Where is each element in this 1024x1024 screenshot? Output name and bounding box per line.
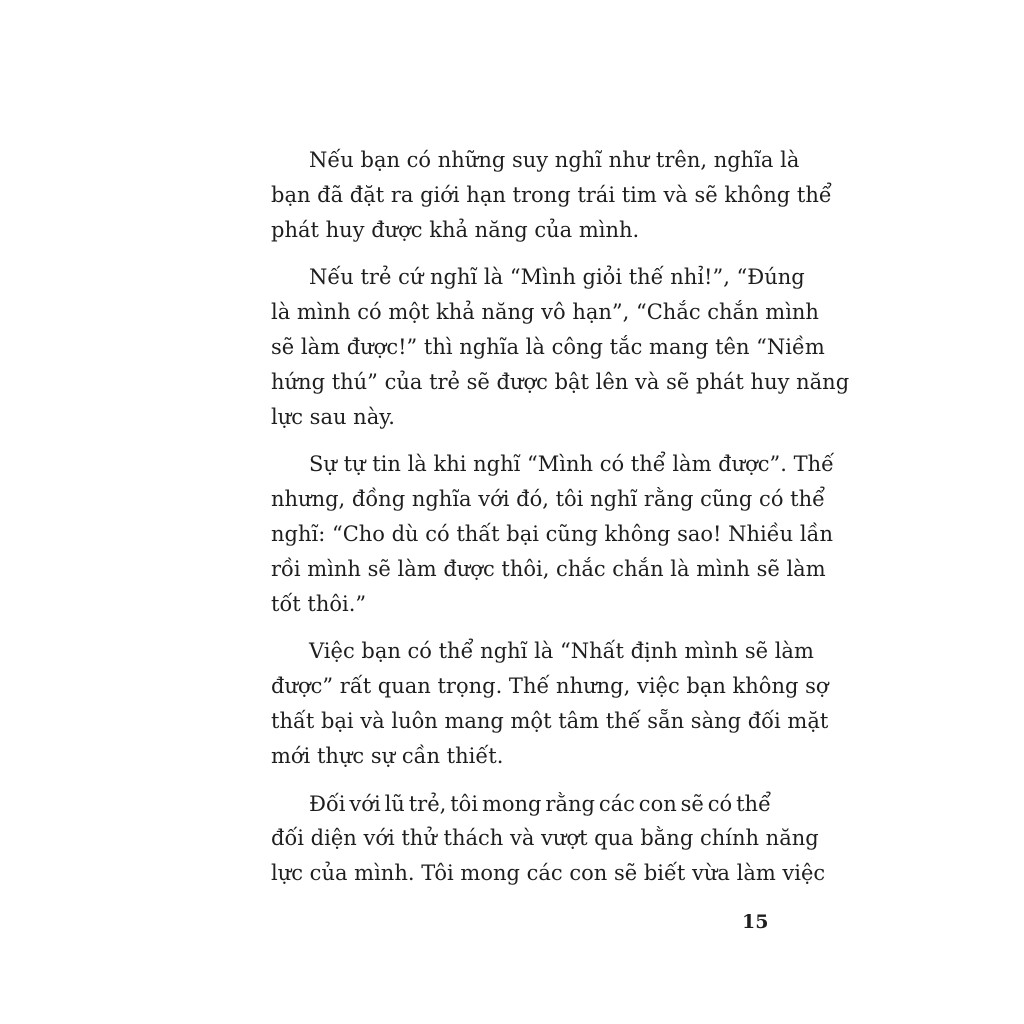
text-line: nhưng, đồng nghĩa với đó, tôi nghĩ rằng cũng có thể bbox=[271, 487, 826, 512]
text-line: Sự tự tin là khi nghĩ “Mình có thể làm được”. Thế bbox=[309, 452, 835, 477]
text-line: phát huy được khả năng của mình. bbox=[271, 217, 640, 242]
text-line: đối diện với thử thách và vượt qua bằng chính năng bbox=[271, 826, 819, 851]
text-line: được” rất quan trọng. Thế nhưng, việc bạn không sợ bbox=[271, 674, 829, 699]
text-line: sẽ làm được!” thì nghĩa là công tắc mang tên “Niềm bbox=[271, 334, 825, 359]
text-line: mới thực sự cần thiết. bbox=[271, 743, 504, 768]
text-line: bạn đã đặt ra giới hạn trong trái tim và sẽ không thể bbox=[271, 182, 832, 207]
text-line: lực của mình. Tôi mong các con sẽ biết vừa làm việc bbox=[271, 861, 826, 886]
text-line: Nếu bạn có những suy nghĩ như trên, nghĩa là bbox=[309, 148, 800, 172]
paragraph-2 bbox=[271, 260, 850, 434]
text-line: Nếu trẻ cứ nghĩ là “Mình giỏi thế nhỉ!”, “Đúng bbox=[309, 265, 805, 290]
paragraph-5 bbox=[271, 787, 826, 891]
text-line: là mình có một khả năng vô hạn”, “Chắc chắn mình bbox=[271, 300, 819, 325]
paragraph-4 bbox=[271, 634, 829, 773]
text-line: thất bại và luôn mang một tâm thế sẵn sàng đối mặt bbox=[271, 708, 829, 733]
text-line: rồi mình sẽ làm được thôi, chắc chắn là mình sẽ làm bbox=[271, 556, 826, 581]
text-line: nghĩ: “Cho dù có thất bại cũng không sao! Nhiều lần bbox=[271, 521, 833, 546]
body-text bbox=[271, 143, 850, 904]
page-number: 15 bbox=[742, 911, 769, 933]
text-line: hứng thú” của trẻ sẽ được bật lên và sẽ phát huy năng bbox=[271, 369, 850, 394]
paragraph-1 bbox=[271, 143, 832, 247]
text-line: Đối với lũ trẻ, tôi mong rằng các con sẽ có thể bbox=[309, 791, 771, 816]
text-line: Việc bạn có thể nghĩ là “Nhất định mình sẽ làm bbox=[309, 639, 814, 664]
paragraph-3 bbox=[271, 447, 835, 621]
text-line: lực sau này. bbox=[271, 404, 395, 429]
text-line: tốt thôi.” bbox=[271, 591, 367, 616]
